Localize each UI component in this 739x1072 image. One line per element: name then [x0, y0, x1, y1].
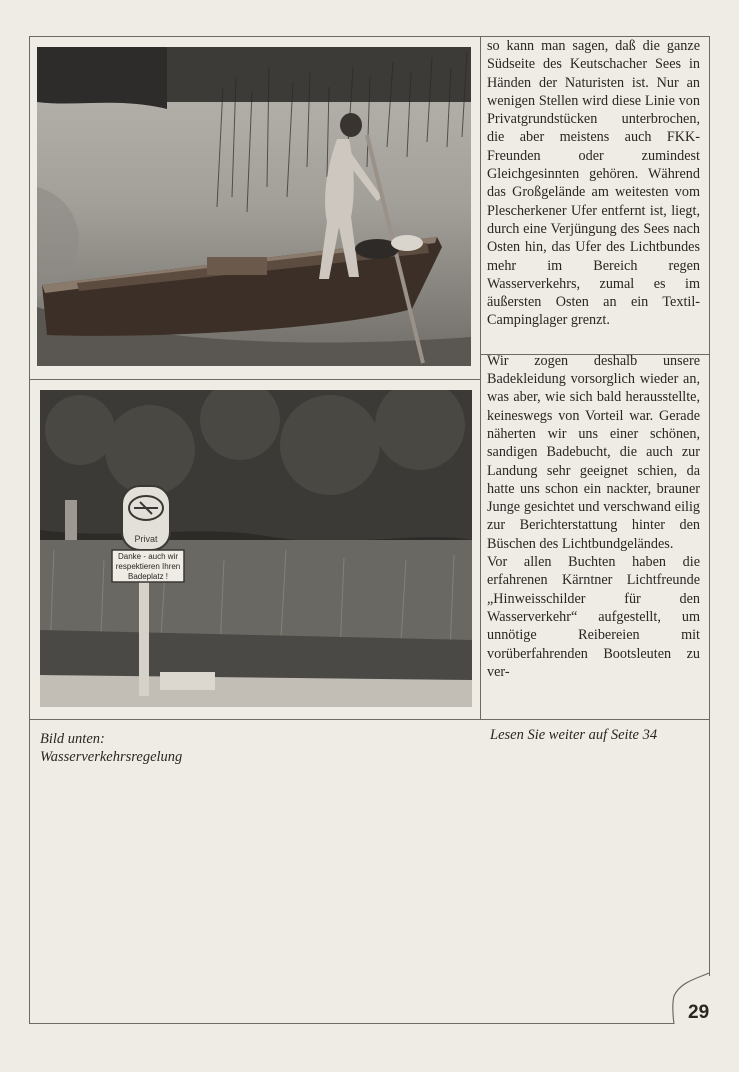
caption-line2: Wasserverkehrsregelung	[40, 749, 183, 765]
frame-bottom-rule	[29, 1023, 674, 1024]
photo-shore-sign	[40, 390, 472, 707]
caption-line1: Bild unten:	[40, 731, 105, 747]
article-paragraph-1: so kann man sagen, daß die ganze Südseite des Keutschacher Sees in Händen der Naturisten ist. Nur an wenigen Stellen wird diese Linie von Privatgrundstücken unterbrochen, die aber meistens auch FKK-Freunden oder zumindest Gleichgesinnten gehören. Während das Großgelände am weitesten vom Plescherkener Ufer entfernt ist, liegt, durch eine Verjüngung des Sees nach Osten hin, das Ufer des Lichtbundes mehr im Bereich regen Wasserverkehrs, zumal es im äußersten Osten an ein Textil-Campinglager grenzt.	[487, 38, 700, 329]
continue-note: Lesen Sie weiter auf Seite 34	[490, 727, 658, 743]
article-text-column	[487, 37, 700, 690]
lower-separator-rule	[29, 719, 709, 720]
article-paragraph-2: Wir zogen deshalb unsere Badekleidung vorsorglich wieder an, was aber, wie sich bald herausstellte, keineswegs von Vorteil war. Gerade näherten wir uns einer schönen, sandigen Badebucht, die auch zur Landung sehr geeignet schien, da hatte uns schon ein nackter, brauner Junge gesichtet und verschwand eilig zur Berichterstattung hinter den Büschen des Lichtbundgeländes.	[487, 352, 700, 552]
sign-text-line2: respektieren Ihren	[115, 562, 181, 571]
article-paragraph-3: Vor allen Buchten haben die erfahrenen Kärntner Lichtfreunde „Hinweisschilder für den Wasserverkehr“ aufgestellt, um unnötige Reibereien mit vorüberfahrenden Bootsleuten zu ver-	[487, 554, 700, 680]
sign-privat-label: Privat	[134, 534, 158, 544]
column-divider-rule	[480, 36, 481, 719]
frame-left-rule	[29, 36, 30, 1024]
sign-text-line1: Danke - auch wir	[117, 552, 179, 561]
sign-text-line3: Badeplatz !	[127, 572, 169, 581]
photo-boat	[37, 47, 471, 366]
frame-right-rule	[709, 36, 710, 976]
page-number: 29	[688, 1002, 710, 1023]
photo-separator-rule	[29, 379, 480, 380]
photo-caption	[40, 730, 182, 766]
